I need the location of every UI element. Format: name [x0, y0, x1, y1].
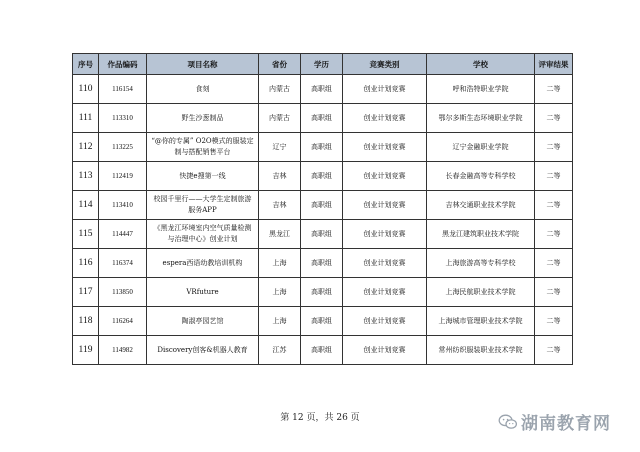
- cell-project: 食刻: [147, 75, 259, 104]
- cell-school: 辽宁金融职业学院: [427, 133, 535, 162]
- cell-category: 创业计划竞赛: [343, 191, 427, 220]
- cell-result: 二等: [535, 133, 573, 162]
- cell-province: 辽宁: [259, 133, 301, 162]
- cell-index: 112: [73, 133, 99, 162]
- cell-project: espera西语幼教培训机构: [147, 249, 259, 278]
- cell-category: 创业计划竞赛: [343, 75, 427, 104]
- cell-project: Discovery创客&机器人教育: [147, 336, 259, 365]
- header-result: 评审结果: [535, 54, 573, 75]
- cell-level: 高职组: [301, 249, 343, 278]
- cell-province: 内蒙古: [259, 75, 301, 104]
- cell-category: 创业计划竞赛: [343, 104, 427, 133]
- cell-project: “@你的专属” O2O模式的服装定制与搭配销售平台: [147, 133, 259, 162]
- cell-index: 118: [73, 307, 99, 336]
- watermark-text: 湖南教育网: [521, 414, 611, 434]
- cell-code: 112419: [99, 162, 147, 191]
- cell-project: 陶淑亭园艺馆: [147, 307, 259, 336]
- cell-level: 高职组: [301, 336, 343, 365]
- cell-level: 高职组: [301, 220, 343, 249]
- cell-school: 上海旅游高等专科学校: [427, 249, 535, 278]
- cell-level: 高职组: [301, 307, 343, 336]
- cell-province: 黑龙江: [259, 220, 301, 249]
- cell-school: 常州纺织服装职业技术学院: [427, 336, 535, 365]
- cell-level: 高职组: [301, 133, 343, 162]
- page-number: 第 12 页，共 26 页: [280, 413, 360, 423]
- cell-result: 二等: [535, 220, 573, 249]
- results-table-container: [72, 53, 572, 365]
- cell-code: 114447: [99, 220, 147, 249]
- cell-code: 113225: [99, 133, 147, 162]
- header-index: 序号: [73, 54, 99, 75]
- cell-school: 黑龙江建筑职业技术学院: [427, 220, 535, 249]
- cell-category: 创业计划竞赛: [343, 278, 427, 307]
- cell-project: 快捷e搜第一线: [147, 162, 259, 191]
- cell-level: 高职组: [301, 278, 343, 307]
- cell-result: 二等: [535, 75, 573, 104]
- cell-code: 113410: [99, 191, 147, 220]
- cell-project: 《黑龙江环境室内空气质量检测与治理中心》创业计划: [147, 220, 259, 249]
- cell-school: 长春金融高等专科学校: [427, 162, 535, 191]
- cell-code: 113310: [99, 104, 147, 133]
- cell-index: 114: [73, 191, 99, 220]
- cell-level: 高职组: [301, 104, 343, 133]
- cell-category: 创业计划竞赛: [343, 220, 427, 249]
- cell-code: 116154: [99, 75, 147, 104]
- cell-school: 鄂尔多斯生态环境职业学院: [427, 104, 535, 133]
- cell-index: 113: [73, 162, 99, 191]
- cell-school: 呼和浩特职业学院: [427, 75, 535, 104]
- table-row: [73, 75, 573, 104]
- cell-province: 吉林: [259, 162, 301, 191]
- cell-province: 内蒙古: [259, 104, 301, 133]
- cell-index: 110: [73, 75, 99, 104]
- cell-result: 二等: [535, 249, 573, 278]
- table-row: [73, 278, 573, 307]
- cell-code: 116374: [99, 249, 147, 278]
- cell-result: 二等: [535, 307, 573, 336]
- cell-index: 111: [73, 104, 99, 133]
- cell-level: 高职组: [301, 75, 343, 104]
- cell-province: 上海: [259, 278, 301, 307]
- cell-level: 高职组: [301, 191, 343, 220]
- cell-school: 吉林交通职业技术学院: [427, 191, 535, 220]
- table-row: [73, 191, 573, 220]
- table-row: [73, 133, 573, 162]
- cell-category: 创业计划竞赛: [343, 307, 427, 336]
- header-level: 学历: [301, 54, 343, 75]
- header-school: 学校: [427, 54, 535, 75]
- watermark: [498, 409, 611, 434]
- cell-result: 二等: [535, 336, 573, 365]
- cell-level: 高职组: [301, 162, 343, 191]
- table-row: [73, 249, 573, 278]
- cell-result: 二等: [535, 191, 573, 220]
- table-row: [73, 220, 573, 249]
- header-category: 竞赛类别: [343, 54, 427, 75]
- cell-school: 上海民航职业技术学院: [427, 278, 535, 307]
- table-row: [73, 104, 573, 133]
- header-code: 作品编码: [99, 54, 147, 75]
- header-row: [73, 54, 573, 75]
- wechat-icon: [498, 414, 518, 430]
- cell-category: 创业计划竞赛: [343, 162, 427, 191]
- cell-code: 116264: [99, 307, 147, 336]
- table-row: [73, 162, 573, 191]
- header-project: 项目名称: [147, 54, 259, 75]
- cell-code: 114982: [99, 336, 147, 365]
- cell-category: 创业计划竞赛: [343, 336, 427, 365]
- cell-result: 二等: [535, 278, 573, 307]
- cell-province: 上海: [259, 249, 301, 278]
- cell-province: 江苏: [259, 336, 301, 365]
- cell-index: 116: [73, 249, 99, 278]
- cell-project: 野生沙葱制品: [147, 104, 259, 133]
- header-province: 省份: [259, 54, 301, 75]
- cell-result: 二等: [535, 162, 573, 191]
- cell-province: 吉林: [259, 191, 301, 220]
- table-row: [73, 336, 573, 365]
- cell-result: 二等: [535, 104, 573, 133]
- table-row: [73, 307, 573, 336]
- cell-category: 创业计划竞赛: [343, 133, 427, 162]
- cell-school: 上海城市管理职业技术学院: [427, 307, 535, 336]
- cell-code: 113850: [99, 278, 147, 307]
- cell-project: 校园千里行——大学生定制旅游服务APP: [147, 191, 259, 220]
- cell-index: 119: [73, 336, 99, 365]
- cell-province: 上海: [259, 307, 301, 336]
- cell-index: 115: [73, 220, 99, 249]
- results-table: [72, 53, 573, 365]
- cell-category: 创业计划竞赛: [343, 249, 427, 278]
- cell-project: VRfuture: [147, 278, 259, 307]
- cell-index: 117: [73, 278, 99, 307]
